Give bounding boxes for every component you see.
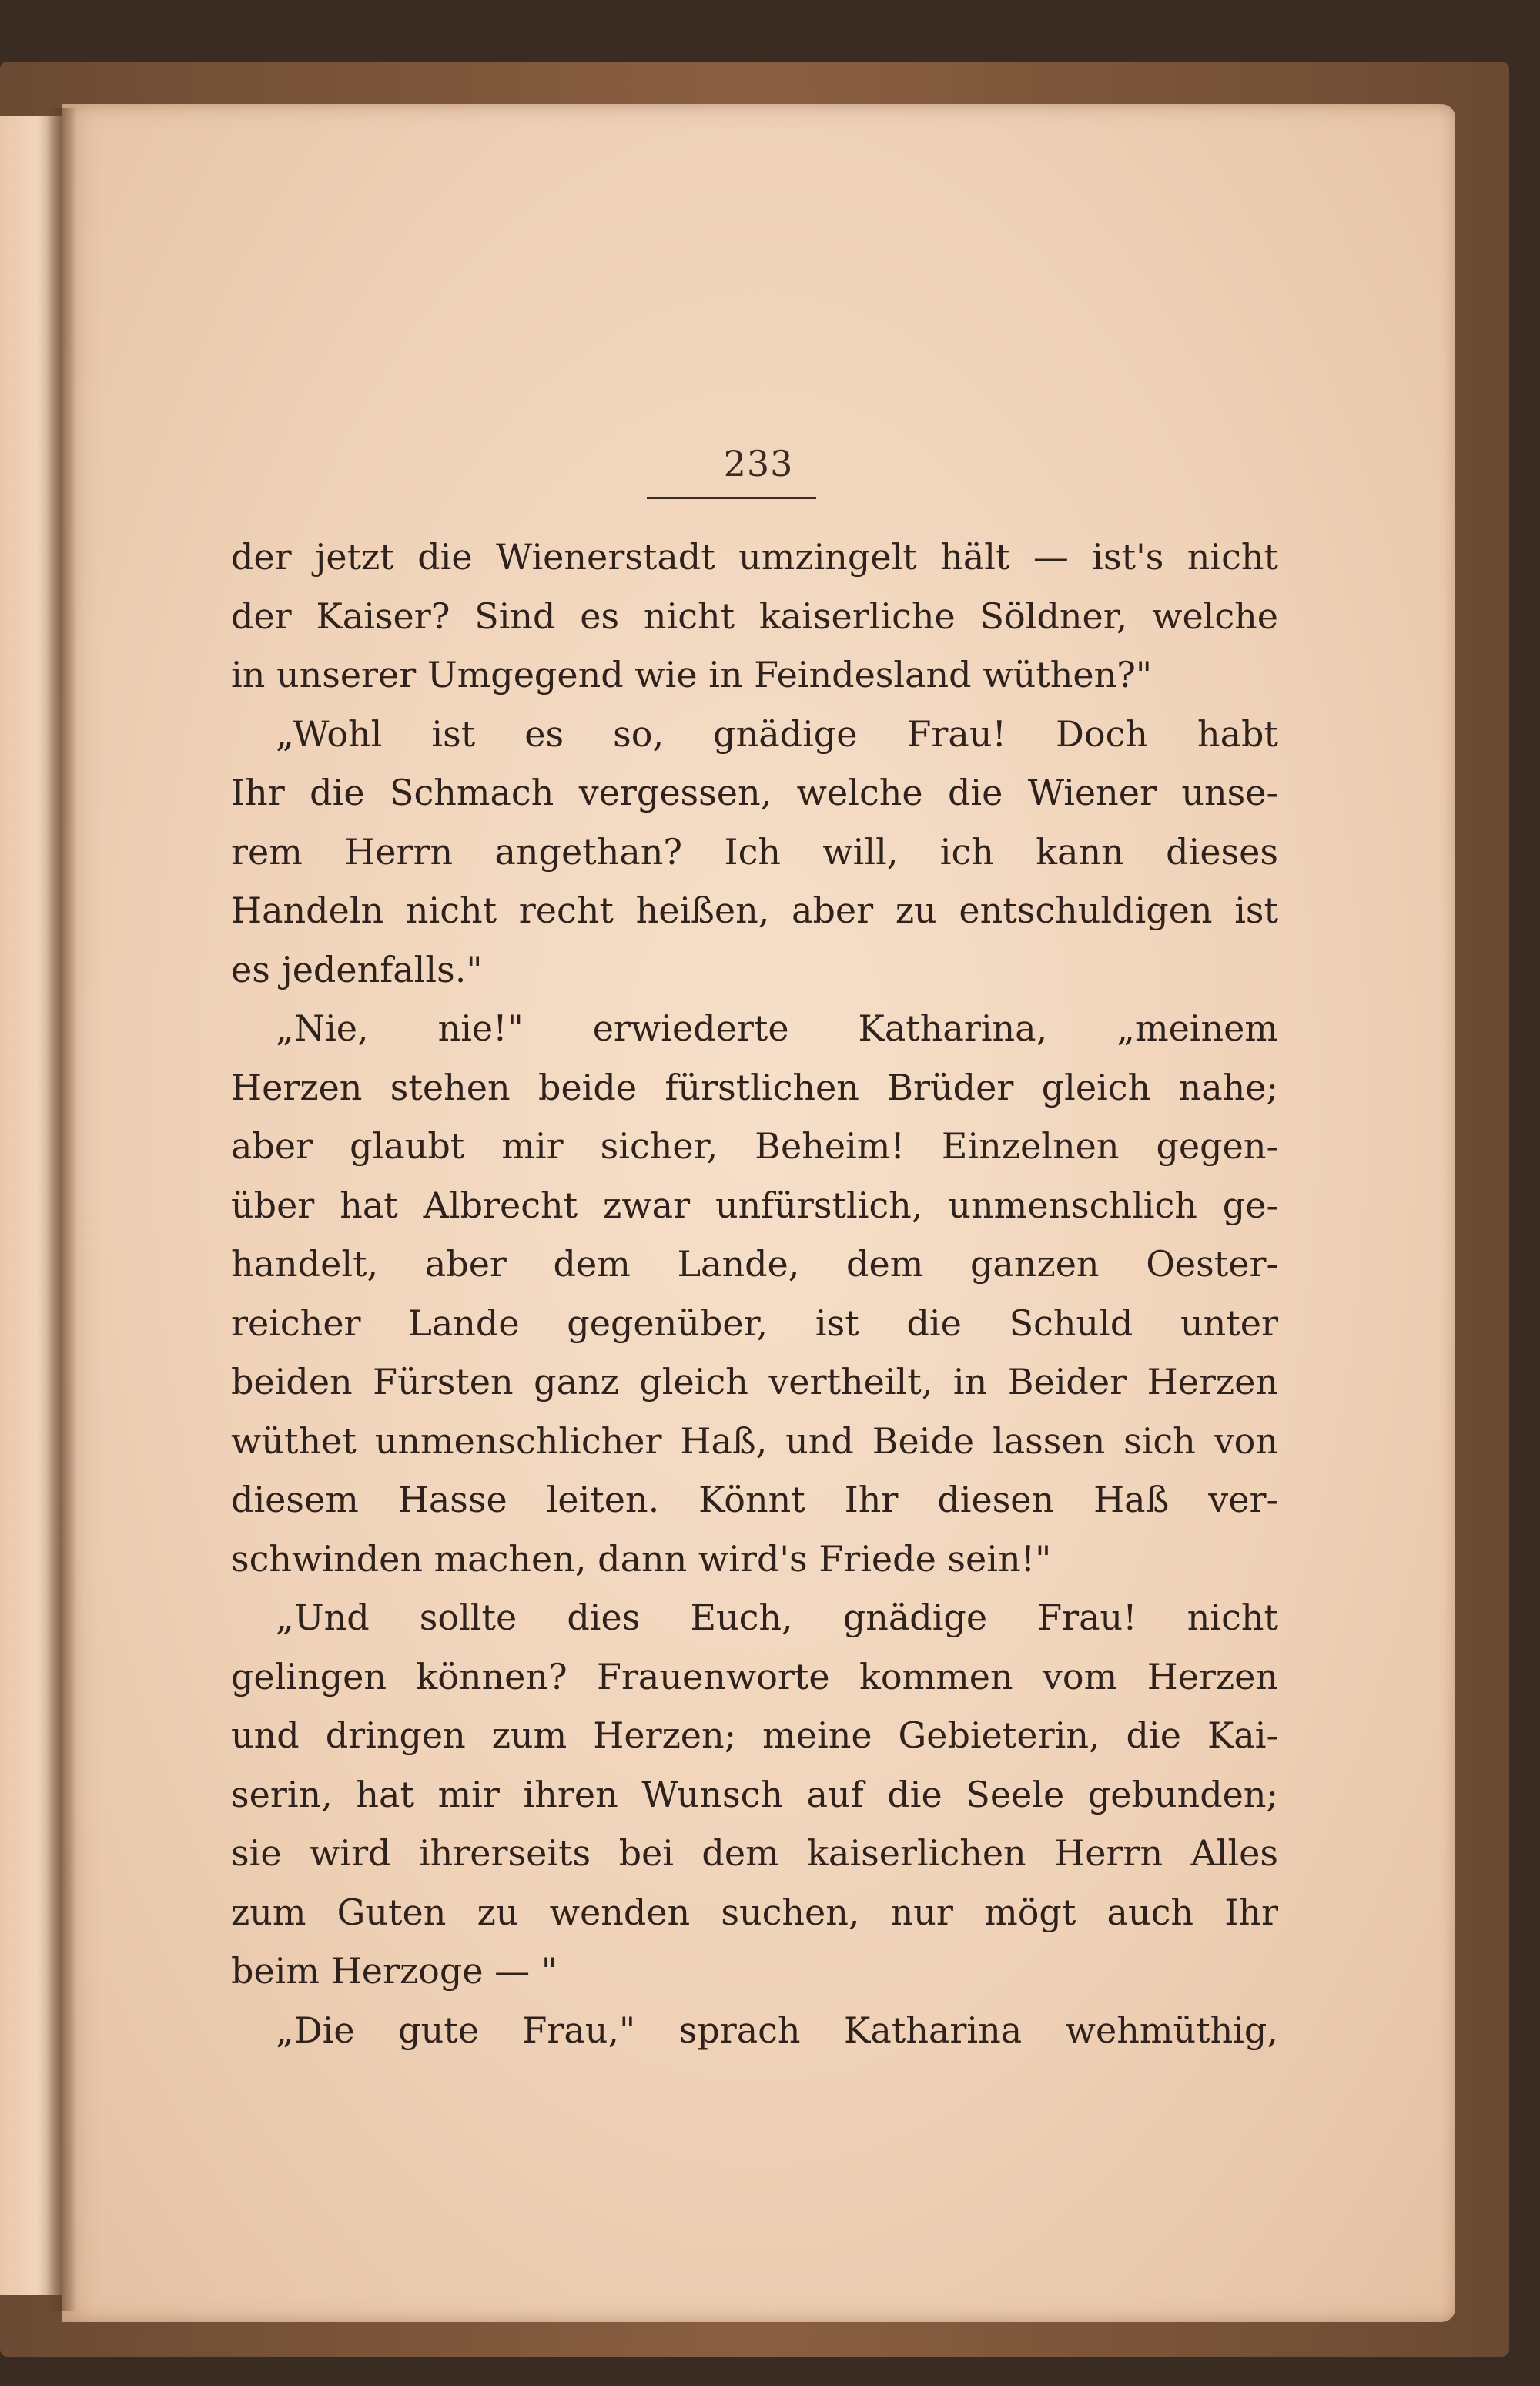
text-line: „Und sollte dies Euch, gnädige Frau! nicht [276, 1597, 1278, 1638]
text-line: „Wohl ist es so, gnädige Frau! Doch habt [276, 712, 1278, 755]
text-line: diesem Hasse leiten. Könnt Ihr diesen Haß ver- [231, 1479, 1278, 1520]
book-page [62, 104, 1455, 2322]
text-line: zum Guten zu wenden suchen, nur mögt auch Ihr [231, 1891, 1278, 1933]
text-line: über hat Albrecht zwar unfürstlich, unmenschlich ge- [231, 1184, 1278, 1226]
text-line: gelingen können? Frauenworte kommen vom Herzen [231, 1655, 1278, 1697]
text-line: Handeln nicht recht heißen, aber zu entschuldigen ist [231, 890, 1278, 931]
text-line: der Kaiser? Sind es nicht kaiserliche Söldner, welche [231, 595, 1278, 637]
text-line: Herzen stehen beide fürstlichen Brüder gleich nahe; [231, 1066, 1278, 1108]
body-text [231, 528, 1278, 2059]
text-line: in unserer Umgegend wie in Feindesland wüthen?" [231, 654, 1153, 695]
page-number-rule [647, 497, 816, 499]
text-line: handelt, aber dem Lande, dem ganzen Oester- [231, 1243, 1278, 1285]
text-line: „Nie, nie!" erwiederte Katharina, „meinem [276, 1007, 1278, 1049]
text-line: aber glaubt mir sicher, Beheim! Einzelnen gegen- [231, 1125, 1278, 1167]
spine-shadow [46, 108, 77, 2311]
text-line: und dringen zum Herzen; meine Gebieterin, die Kai- [231, 1714, 1278, 1756]
text-line: Ihr die Schmach vergessen, welche die Wiener unse- [231, 772, 1278, 813]
text-line: beim Herzoge — " [231, 1950, 557, 1992]
text-line: „Die gute Frau," sprach Katharina wehmüthig, [276, 2009, 1278, 2051]
text-line: beiden Fürsten ganz gleich vertheilt, in Beider Herzen [231, 1361, 1278, 1402]
page-number: 233 [723, 443, 794, 484]
text-line: schwinden machen, dann wird's Friede sein!" [231, 1537, 1052, 1580]
text-line: wüthet unmenschlicher Haß, und Beide lassen sich von [231, 1419, 1278, 1462]
text-line: rem Herrn angethan? Ich will, ich kann dieses [231, 830, 1278, 873]
text-line: der jetzt die Wienerstadt umzingelt hält — ist's nicht [231, 536, 1278, 578]
text-line: reicher Lande gegenüber, ist die Schuld unter [231, 1302, 1278, 1344]
text-line: es jedenfalls." [231, 948, 483, 990]
text-line: sie wird ihrerseits bei dem kaiserlichen Herrn Alles [231, 1832, 1278, 1874]
text-line: serin, hat mir ihren Wunsch auf die Seele gebunden; [231, 1773, 1278, 1815]
